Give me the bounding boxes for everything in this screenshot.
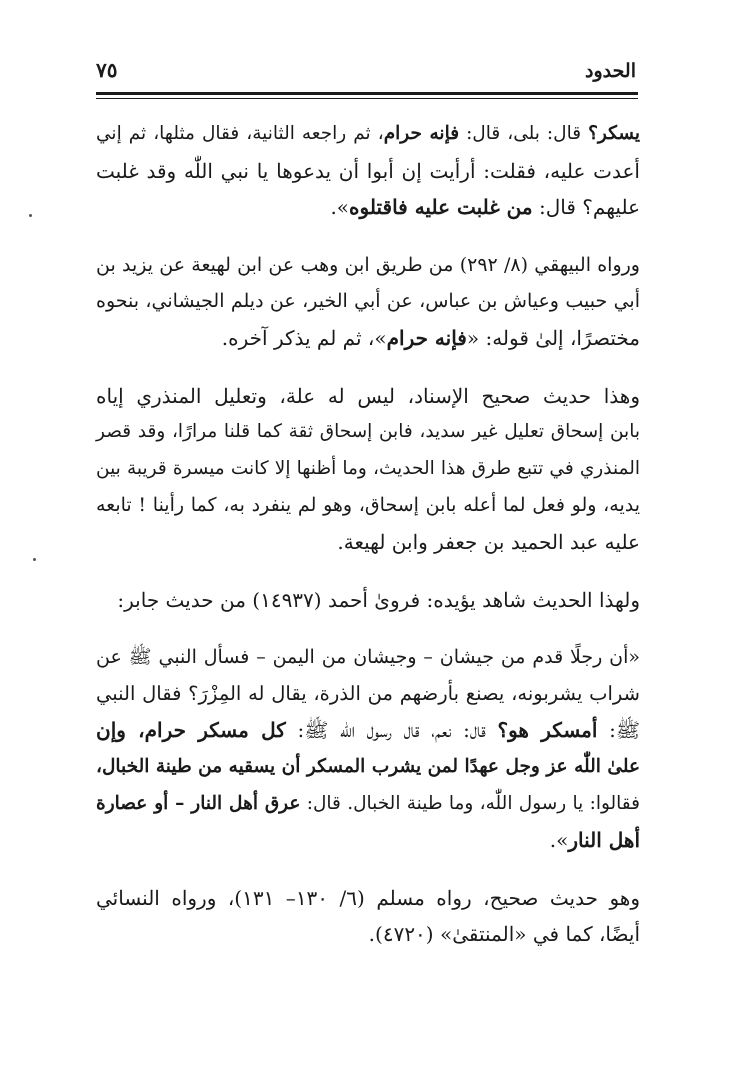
text-line bbox=[96, 676, 640, 713]
text-run: ، ثم راجعه الثانية، فقال مثلها، ثم إني bbox=[96, 123, 384, 144]
text-run: ». bbox=[549, 828, 569, 853]
text-run: مختصرًا، إلىٰ قوله: « bbox=[466, 325, 640, 350]
bold-text-run: من غلبت عليه فاقتلوه bbox=[349, 195, 533, 220]
bold-text-run: عرق أهل النار – أو عصارة bbox=[96, 792, 301, 814]
text-line bbox=[96, 247, 640, 284]
running-title: الحدود bbox=[585, 60, 636, 82]
text-run: ورواه البيهقي (٨/ ٢٩٢) من طريق ابن وهب عن ابن لهيعة عن يزيد بن bbox=[96, 253, 640, 276]
text-line bbox=[96, 822, 640, 859]
text-line bbox=[96, 153, 640, 190]
text-run: ﷺ: bbox=[597, 718, 640, 743]
text-run: ولهذا الحديث شاهد يؤيده: فروىٰ أحمد (١٤٩٣٧) من حديث جابر: bbox=[117, 587, 640, 612]
page-header bbox=[96, 56, 636, 96]
scan-speck bbox=[33, 558, 36, 561]
text-line bbox=[96, 283, 640, 320]
text-run: فقالوا: يا رسول اللّٰه، وما طينة الخبال. قال: bbox=[300, 792, 640, 814]
text-line bbox=[96, 487, 640, 524]
bold-text-run: فإنه حرام bbox=[386, 325, 467, 350]
page-number: ٧٥ bbox=[96, 58, 118, 82]
paragraph bbox=[96, 247, 640, 357]
text-line bbox=[96, 451, 640, 488]
text-run: قال: نعم، قال رسول اللّٰه ﷺ: bbox=[285, 718, 498, 743]
bold-text-run: فإنه حرام bbox=[383, 123, 460, 144]
bold-text-run: يسكر؟ bbox=[588, 123, 640, 144]
text-line bbox=[96, 116, 640, 153]
text-line bbox=[96, 524, 640, 561]
text-run: المنذري في تتبع طرق هذا الحديث، وما أظنها إلا كانت ميسرة قريبة بين bbox=[96, 457, 640, 479]
text-run: يديه، ولو فعل لما أعله بابن إسحاق، وهو لم ينفرد به، كما رأينا ! تابعه bbox=[96, 494, 640, 517]
text-line bbox=[96, 712, 640, 749]
body-text bbox=[96, 116, 640, 953]
scan-speck bbox=[29, 214, 32, 217]
text-run: عليه عبد الحميد بن جعفر وابن لهيعة. bbox=[337, 529, 640, 554]
bold-text-run: أهل النار bbox=[568, 828, 640, 853]
text-line bbox=[96, 414, 640, 451]
text-line bbox=[96, 786, 640, 823]
paragraph bbox=[96, 582, 640, 619]
paragraph bbox=[96, 378, 640, 561]
text-run: عليهم؟ قال: bbox=[532, 195, 640, 220]
text-run: «أن رجلًا قدم من جيشان – وجيشان من اليمن – فسأل النبي ﷺ عن bbox=[96, 646, 640, 669]
text-line bbox=[96, 320, 640, 357]
header-rule-thick bbox=[96, 92, 638, 95]
text-run: أيضًا، كما في «المنتقىٰ» (٤٧٢٠). bbox=[368, 922, 640, 947]
text-line bbox=[96, 582, 640, 619]
paragraph bbox=[96, 880, 640, 953]
bold-text-run: علىٰ اللّٰه عز وجل عهدًا لمن يشرب المسكر أن يسقيه من طينة الخبال، bbox=[96, 755, 640, 777]
text-run: وهو حديث صحيح، رواه مسلم (٦/ ١٣٠– ١٣١)، ورواه النسائي bbox=[96, 885, 640, 910]
text-line bbox=[96, 189, 640, 226]
text-line bbox=[96, 378, 640, 415]
text-run: ». bbox=[330, 195, 350, 220]
paragraph-gap bbox=[96, 561, 640, 582]
text-run: أبي حبيب وعياش بن عباس، عن أبي الخير، عن ديلم الجيشاني، بنحوه bbox=[96, 290, 640, 313]
text-line bbox=[96, 749, 640, 786]
text-run: قال: بلى، قال: bbox=[459, 123, 589, 144]
paragraph-gap bbox=[96, 859, 640, 880]
text-line bbox=[96, 916, 640, 953]
paragraph bbox=[96, 116, 640, 226]
bold-text-run: أمسكر هو؟ bbox=[497, 718, 598, 743]
text-line bbox=[96, 880, 640, 917]
bold-text-run: كل مسكر حرام، وإن bbox=[96, 718, 286, 743]
paragraph-gap bbox=[96, 357, 640, 378]
paragraph-gap bbox=[96, 226, 640, 247]
header-rule-thin bbox=[96, 98, 638, 99]
text-run: بابن إسحاق تعليل غير سديد، فابن إسحاق ثقة كما قلنا مرارًا، وقد قصر bbox=[96, 421, 640, 443]
text-run: أعدت عليه، فقلت: أرأيت إن أبوا أن يدعوها يا نبي اللّٰه وقد غلبت bbox=[96, 158, 640, 183]
text-line bbox=[96, 639, 640, 676]
text-run: شراب يشربونه، يصنع بأرضهم من الذرة، يقال له المِزْرَ؟ فقال النبي bbox=[96, 681, 640, 705]
text-run: وهذا حديث صحيح الإسناد، ليس له علة، وتعليل المنذري إياه bbox=[96, 383, 640, 408]
paragraph bbox=[96, 639, 640, 859]
text-run: »، ثم لم يذكر آخره. bbox=[221, 325, 387, 350]
paragraph-gap bbox=[96, 618, 640, 639]
